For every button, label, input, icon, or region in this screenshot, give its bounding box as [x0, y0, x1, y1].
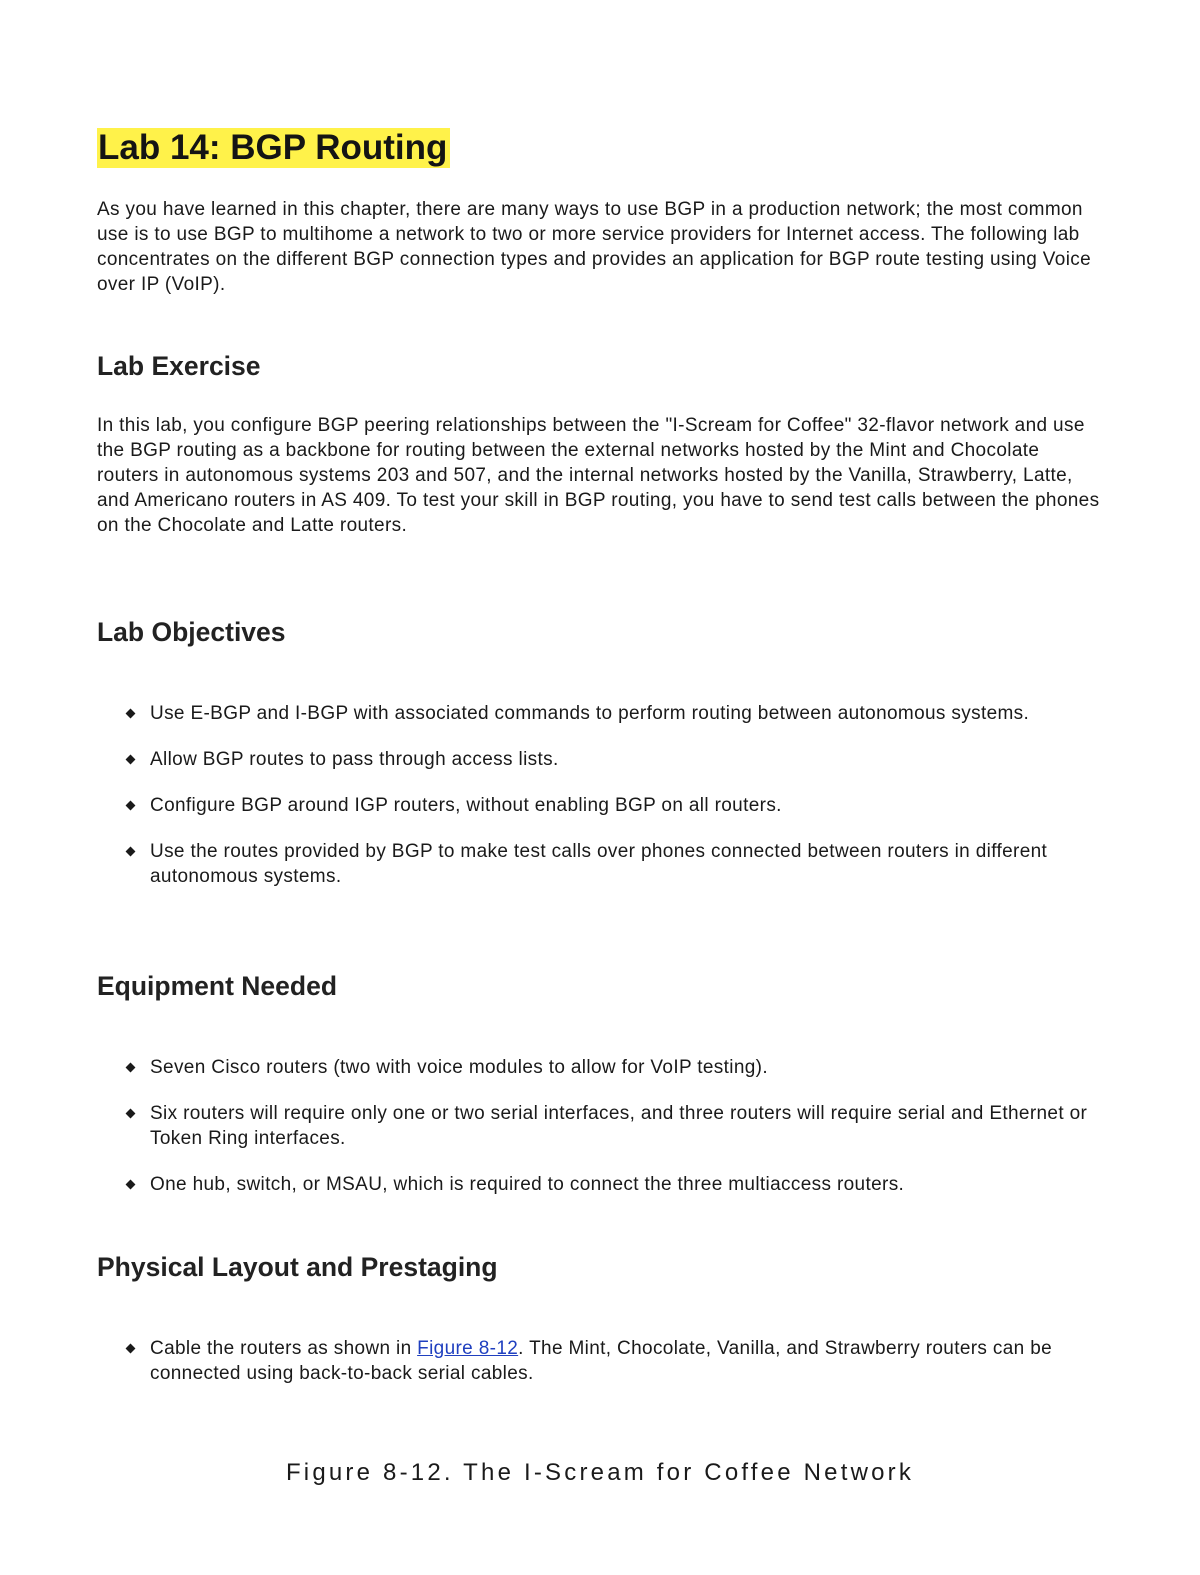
bullet-icon: [126, 1180, 136, 1190]
layout-item-prefix: Cable the routers as shown in: [150, 1338, 418, 1359]
bullet-icon: [126, 709, 136, 719]
bullet-icon: [126, 1109, 136, 1119]
list-item: Use E-BGP and I-BGP with associated commands to perform routing between autonomous systems.: [97, 701, 1107, 726]
figure-8-12-link[interactable]: Figure 8-12: [417, 1338, 519, 1359]
list-item: Allow BGP routes to pass through access lists.: [97, 747, 1107, 772]
list-item: Use the routes provided by BGP to make test calls over phones connected between routers in different autonomous systems.: [97, 839, 1107, 889]
layout-item-suffix: . The Mint, Chocolate, Vanilla, and Strawberry routers can be connected using back-to-back serial cables.: [150, 1338, 1053, 1384]
list-item: Six routers will require only one or two serial interfaces, and three routers will require serial and Ethernet or Token Ring interfaces.: [97, 1101, 1107, 1151]
bullet-icon: [126, 755, 136, 765]
list-item: [97, 1336, 1107, 1386]
equipment-list: [97, 1055, 1107, 1218]
lab-exercise-paragraph: In this lab, you configure BGP peering relationships between the "I-Scream for Coffee" 32-flavor network and use the BGP routing as a backbone for routing between the external networks hosted by the Mint and Chocolate routers in autonomous systems 203 and 507, and the internal networks hosted by the Vanilla, Strawberry, Latte, and Americano routers in AS 409. To test your skill in BGP routing, you have to send test calls between the phones on the Chocolate and Latte routers.: [97, 415, 1100, 536]
list-item: Seven Cisco routers (two with voice modules to allow for VoIP testing).: [97, 1055, 1107, 1080]
bullet-icon: [126, 847, 136, 857]
lab-exercise-heading: Lab Exercise: [97, 351, 261, 381]
equipment-needed-heading: Equipment Needed: [97, 971, 338, 1001]
intro-paragraph: As you have learned in this chapter, there are many ways to use BGP in a production network; the most common use is to use BGP to multihome a network to two or more service providers for Internet access. The following lab concentrates on the different BGP connection types and provides an application for BGP route testing using Voice over IP (VoIP).: [97, 199, 1092, 295]
figure-caption: Figure 8-12. The I-Scream for Coffee Network: [285, 1459, 915, 1486]
objectives-list: [97, 701, 1107, 910]
lab-objectives-heading: Lab Objectives: [97, 617, 286, 647]
list-item: One hub, switch, or MSAU, which is required to connect the three multiaccess routers.: [97, 1172, 1107, 1197]
layout-list: [97, 1336, 1107, 1407]
bullet-icon: [126, 1063, 136, 1073]
page-title: Lab 14: BGP Routing: [97, 128, 450, 168]
bullet-icon: [126, 801, 136, 811]
bullet-icon: [126, 1344, 136, 1354]
list-item: Configure BGP around IGP routers, without enabling BGP on all routers.: [97, 793, 1107, 818]
physical-layout-heading: Physical Layout and Prestaging: [97, 1252, 498, 1282]
